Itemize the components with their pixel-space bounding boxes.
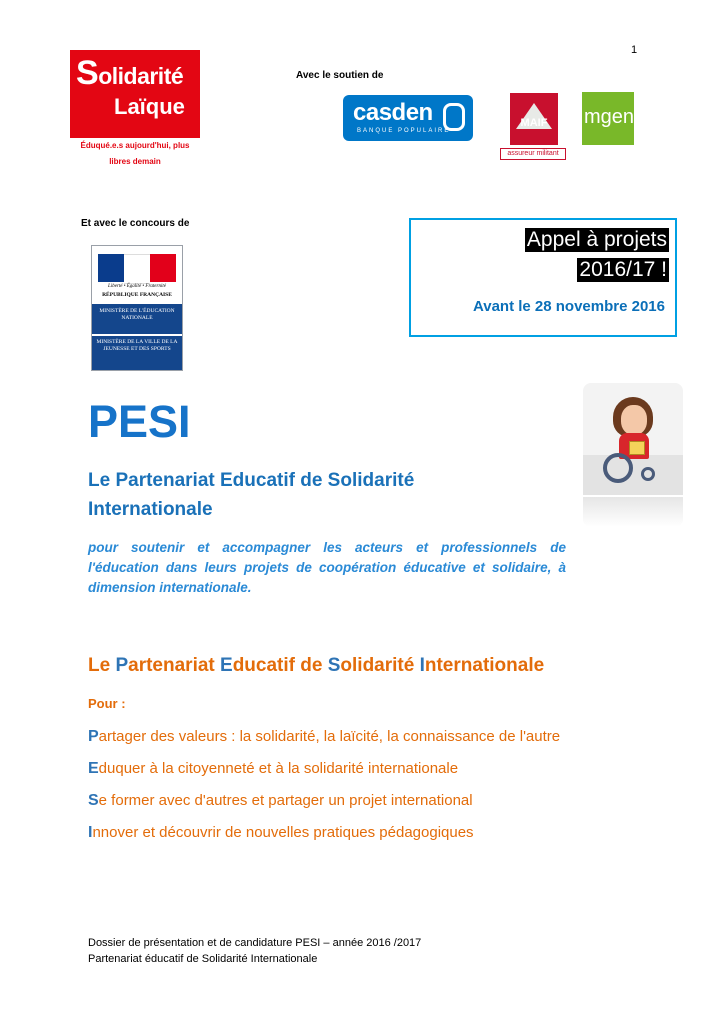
soutien-label: Avec le soutien de <box>296 70 384 81</box>
intro-text: pour soutenir et accompagner les acteurs et professionnels de l'éducation dans leurs projets de coopération éducative et solidaire, à dimension internationale. <box>88 540 566 595</box>
maif-tagline: assureur militant <box>500 148 566 160</box>
footer-line1: Dossier de présentation et de candidature PESI – année 2016 /2017 <box>88 937 422 949</box>
page-subtitle: Le Partenariat Educatif de Solidarité Internationale <box>88 470 415 520</box>
pour-label: Pour : <box>88 696 126 711</box>
logo-tagline: Éduqué.e.s aujourd'hui, plus libres demain <box>70 138 200 154</box>
section-heading: Le Partenariat Educatif de Solidarité Internationale <box>88 655 545 676</box>
marianne-flag-icon <box>98 254 176 282</box>
list-item: Partager des valeurs : la solidarité, la laïcité, la connaissance de l'autre <box>88 728 561 745</box>
ministere-jeunesse: MINISTÈRE DE LA VILLE DE LA JEUNESSE ET DES SPORTS <box>92 336 182 370</box>
book-icon <box>629 441 645 455</box>
mgen-logo <box>582 92 634 145</box>
casden-ring-icon <box>443 103 465 131</box>
footer-line2: Partenariat éducatif de Solidarité Internationale <box>88 953 318 965</box>
casden-sub: BANQUE POPULAIRE <box>357 128 451 134</box>
concours-label: Et avec le concours de <box>81 218 190 229</box>
page-title: PESI <box>88 396 191 447</box>
logo-line1: Solidarité <box>76 54 184 92</box>
page-number: 1 <box>631 44 638 56</box>
list-item: Innover et découvrir de nouvelles pratiques pédagogiques <box>88 824 474 841</box>
page-footer <box>88 935 421 967</box>
maif-logo <box>510 93 558 145</box>
casden-name: casden <box>353 99 433 126</box>
girl-wheelchair-illustration <box>583 383 683 495</box>
call-for-projects-box <box>409 218 677 337</box>
ministere-logo <box>91 245 183 371</box>
mgen-name: mgen <box>584 106 635 128</box>
call-title-line1: Appel à projets <box>526 228 667 251</box>
list-item: Se former avec d'autres et partager un projet international <box>88 792 473 809</box>
ministere-education: MINISTÈRE DE L'ÉDUCATION NATIONALE <box>92 304 182 334</box>
logo-line2: Laïque <box>114 94 185 119</box>
call-deadline: Avant le 28 novembre 2016 <box>472 298 665 315</box>
ministere-republique: RÉPUBLIQUE FRANÇAISE <box>102 292 172 298</box>
casden-logo <box>343 95 473 141</box>
list-item: Eduquer à la citoyenneté et à la solidarité internationale <box>88 760 459 777</box>
wheelchair-icon <box>603 453 633 483</box>
ministere-motto: Liberté • Égalité • Fraternité <box>108 284 166 289</box>
maif-name: MAIF <box>520 117 548 129</box>
call-title-line2: 2016/17 ! <box>579 258 667 281</box>
solidarite-laique-logo <box>70 50 200 166</box>
illustration-reflection <box>583 497 683 527</box>
